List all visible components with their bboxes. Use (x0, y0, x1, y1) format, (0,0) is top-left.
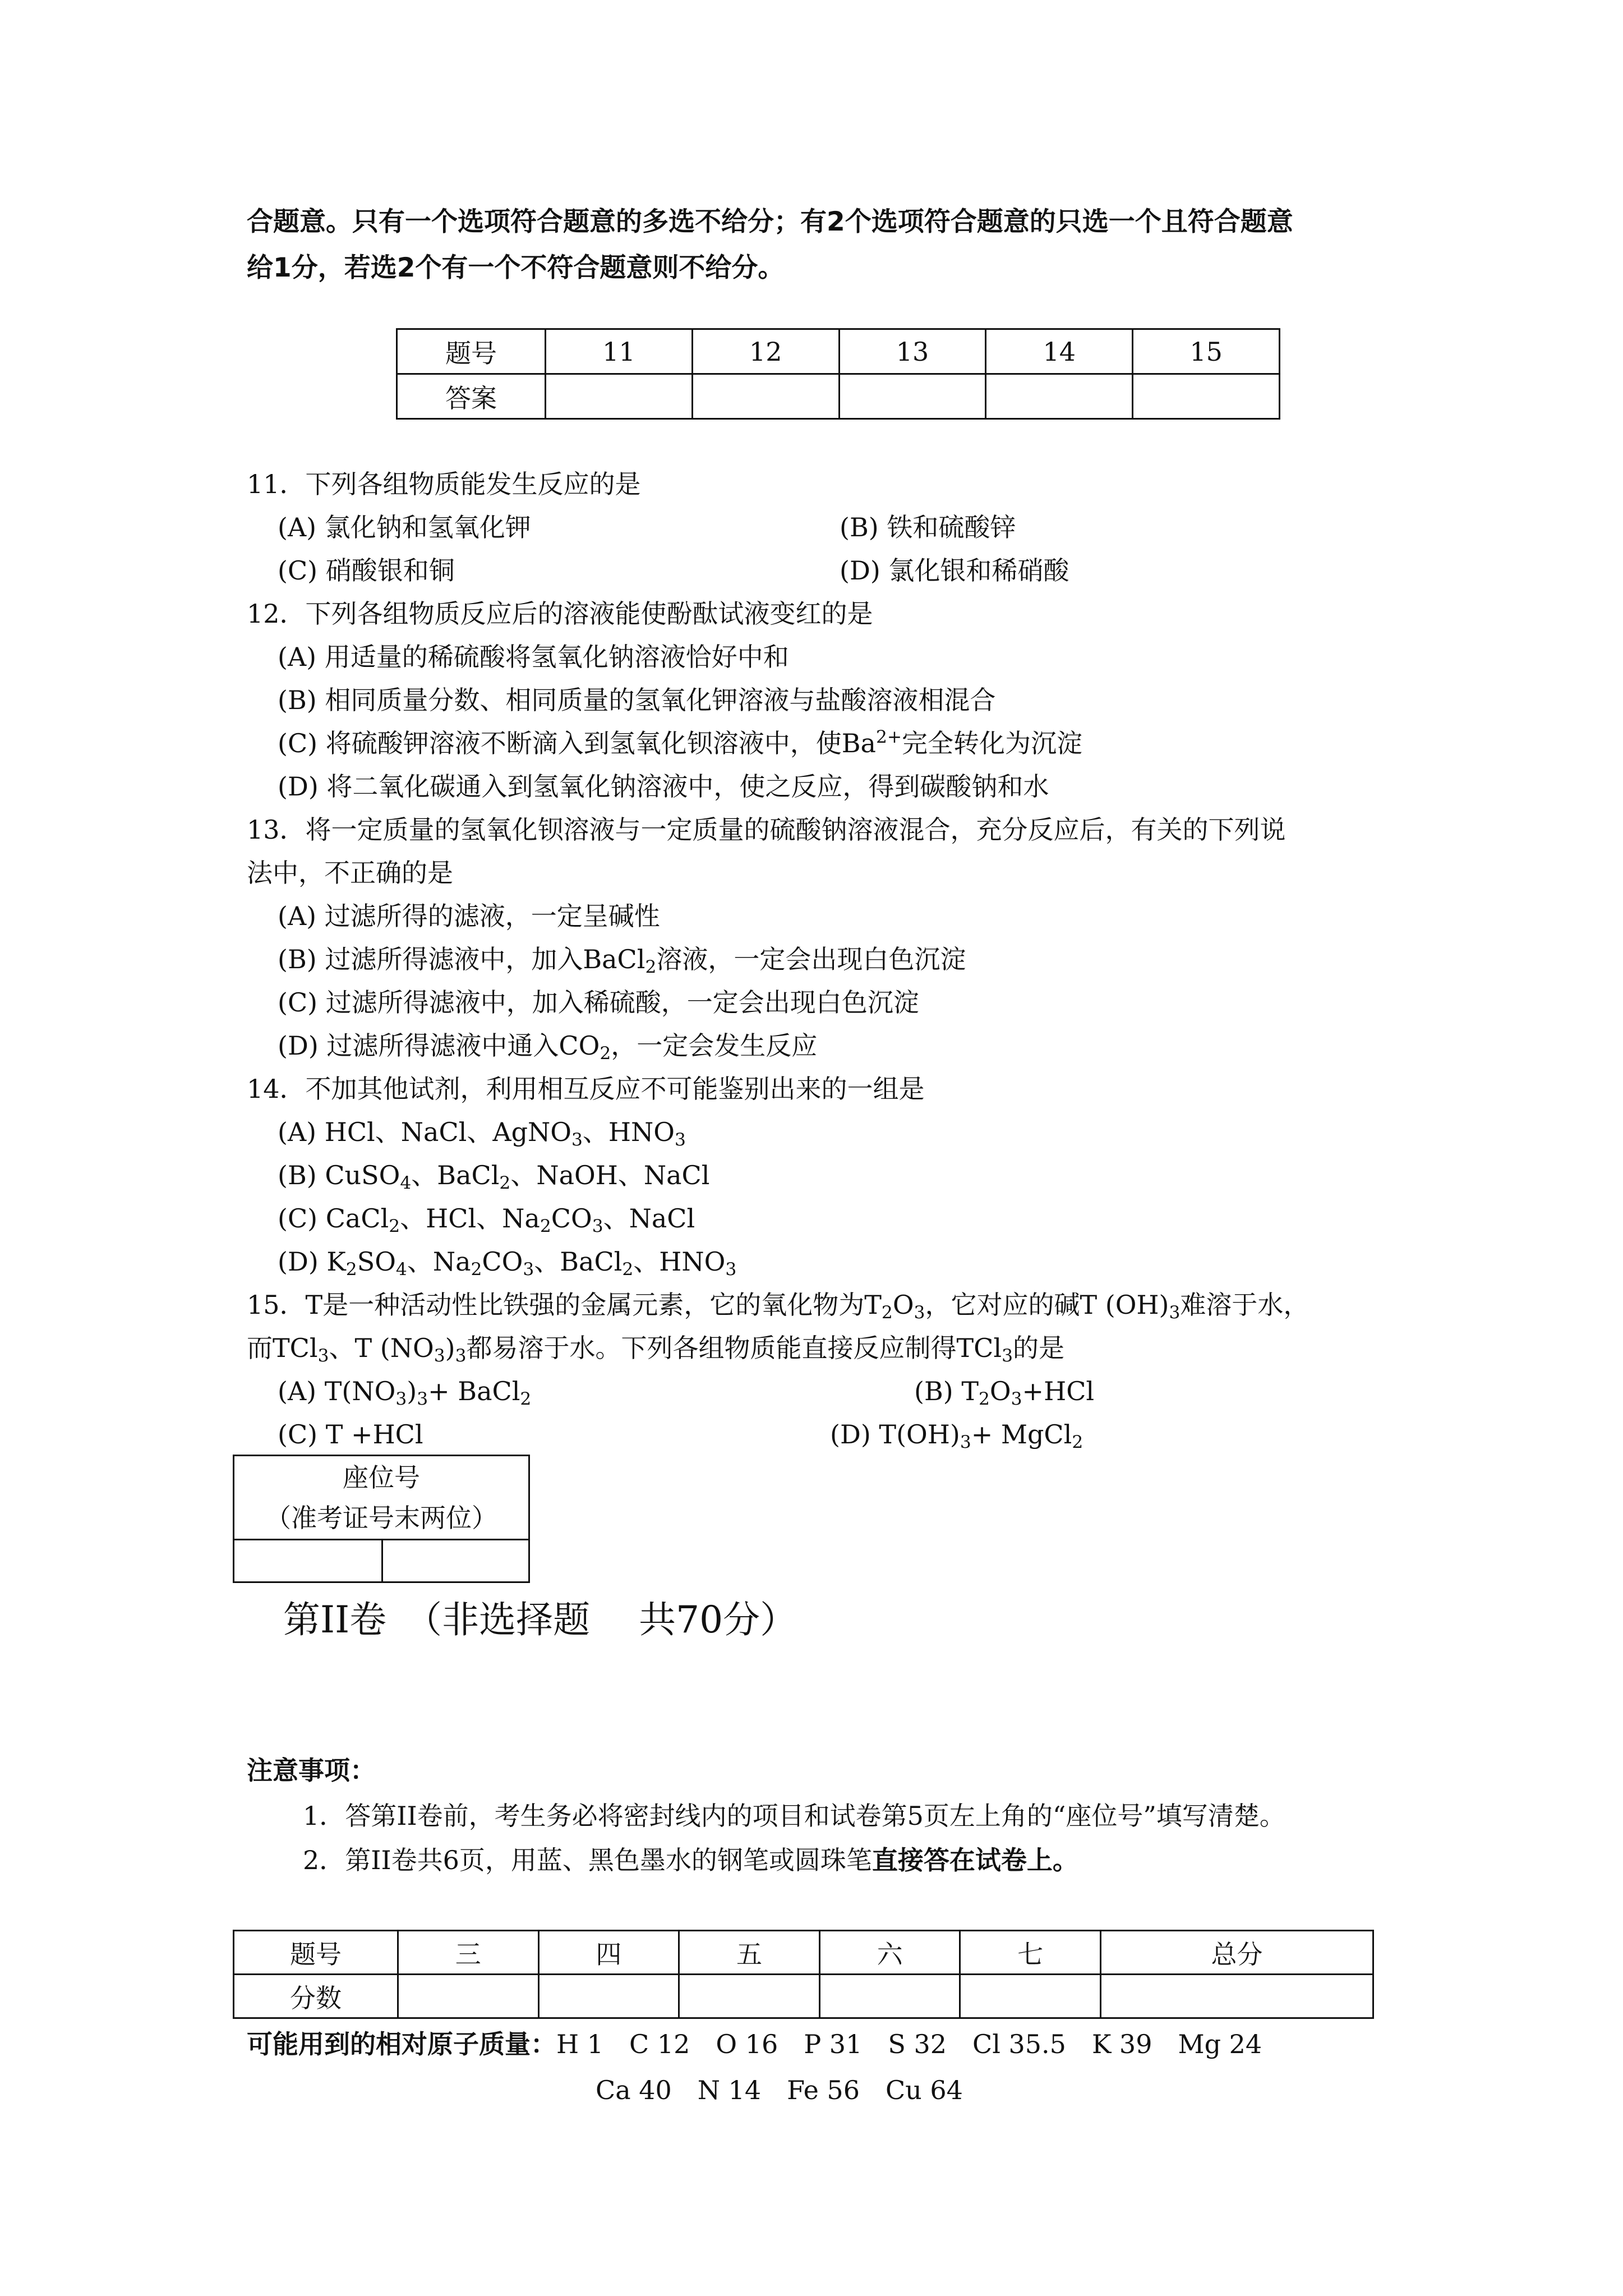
text: 都易溶于水。下列各组物质能直接反应制得TCl (466, 1333, 1002, 1363)
subscript: 2 (600, 1043, 611, 1064)
score-cell[interactable] (679, 1975, 820, 2018)
subscript: 3 (434, 1345, 445, 1366)
text: 、T (NO (329, 1333, 434, 1363)
answer-table-number: 13 (839, 329, 986, 374)
seat-number-label (234, 1456, 529, 1540)
answer-table-number: 14 (986, 329, 1133, 374)
option-label: (A) (278, 1117, 317, 1147)
seat-digit-cell[interactable] (382, 1540, 529, 1582)
q13-option-c: (C) 过滤所得滤液中，加入稀硫酸，一定会出现白色沉淀 (278, 987, 919, 1018)
score-table-column: 四 (538, 1931, 679, 1975)
subscript: 3 (1169, 1302, 1181, 1323)
atomic-mass-label: 可能用到的相对原子质量： (247, 2029, 556, 2059)
q14-option-d: (D) $K_2SO_4$、$Na_2CO_3$、BaCl$_2$、$HNO_3$ (278, 1246, 737, 1280)
text: O (892, 1290, 914, 1320)
score-cell[interactable] (398, 1975, 539, 2018)
answer-cell[interactable] (986, 374, 1133, 419)
answer-table-header-label: 题号 (397, 329, 546, 374)
note-item-1: 1．答第II卷前，考生务必将密封线内的项目和试卷第5页左上角的“座位号”填写清楚。 (303, 1801, 1285, 1831)
score-cell[interactable] (819, 1975, 960, 2018)
atomic-mass-values: H 1 C 12 O 16 P 31 S 32 Cl 35.5 K 39 Mg 24 (556, 2029, 1262, 2059)
q12-option-c-text: (C) 将硫酸钾溶液不断滴入到氢氧化钡溶液中，使Ba (278, 728, 876, 758)
text: ，它对应的碱T (OH) (925, 1290, 1169, 1320)
notes-title: 注意事项： (247, 1755, 376, 1786)
score-table-header-label: 题号 (234, 1931, 398, 1975)
subscript: 3 (1002, 1345, 1013, 1366)
seat-number-hint: （准考证号末两位） (265, 1502, 497, 1533)
answer-cell[interactable] (839, 374, 986, 419)
q12-option-a: (A) 用适量的稀硫酸将氢氧化钠溶液恰好中和 (278, 642, 789, 672)
answer-table-answer-label: 答案 (397, 374, 546, 419)
answer-table-number: 11 (546, 329, 693, 374)
answer-cell[interactable] (1133, 374, 1280, 419)
text: 而TCl (247, 1333, 318, 1363)
section-2-heading: 第II卷 （非选择题 共70分） (283, 1598, 797, 1641)
subscript: 2 (881, 1302, 893, 1323)
text: ) (445, 1333, 455, 1363)
intro-line-2: 给1分，若选2个有一个不符合题意则不给分。 (247, 252, 785, 283)
answer-table-number: 12 (692, 329, 839, 374)
option-label: (A) (278, 1376, 317, 1406)
option-label: (C) (278, 1419, 318, 1450)
answer-table-number: 15 (1133, 329, 1280, 374)
score-table-column: 六 (819, 1931, 960, 1975)
score-table-column: 七 (960, 1931, 1101, 1975)
seat-number-title: 座位号 (343, 1462, 420, 1493)
text: 的是 (1012, 1333, 1064, 1363)
q13-stem-line-1: 13．将一定质量的氢氧化钡溶液与一定质量的硫酸钠溶液混合，充分反应后，有关的下列说 (247, 815, 1286, 845)
text: 难溶于水， (1180, 1290, 1310, 1320)
q15-option-c (278, 1413, 423, 1456)
q12-option-c (278, 722, 1082, 765)
score-cell[interactable] (538, 1975, 679, 2018)
q15-option-d: (D) $T(OH)_3+$ MgCl$_2$ (830, 1419, 1083, 1452)
score-table-column: 五 (679, 1931, 820, 1975)
q13-option-d (278, 1024, 817, 1067)
score-cell[interactable] (960, 1975, 1101, 2018)
answer-cell[interactable] (692, 374, 839, 419)
q14-option-a: (A) HCl、NaCl、AgNO$_3$、$HNO_3$ (278, 1117, 686, 1150)
score-cell[interactable] (1101, 1975, 1373, 2018)
option-label: (D) (278, 1246, 319, 1277)
subscript: 3 (317, 1345, 329, 1366)
q12-option-c-tail: 完全转化为沉淀 (902, 728, 1083, 758)
q13-option-b-text: (B) 过滤所得滤液中，加入BaCl (278, 944, 645, 974)
score-table-score-label: 分数 (234, 1975, 398, 2018)
note-item-2-emphasis: 直接答在试卷上。 (872, 1845, 1078, 1875)
subscript: 3 (914, 1302, 925, 1323)
atomic-mass-line-1 (247, 2024, 1262, 2061)
q11-option-a: (A) 氯化钠和氢氧化钾 (278, 512, 531, 542)
q12-option-d: (D) 将二氧化碳通入到氢氧化钠溶液中，使之反应，得到碳酸钠和水 (278, 771, 1049, 802)
q11-option-c: (C) 硝酸银和铜 (278, 555, 455, 586)
q15-option-c-text: T +HCl (325, 1419, 423, 1450)
seat-digit-cell[interactable] (234, 1540, 382, 1582)
q12-option-b: (B) 相同质量分数、相同质量的氢氧化钾溶液与盐酸溶液相混合 (278, 685, 996, 715)
q15-stem-line-2 (247, 1327, 1064, 1369)
score-table (233, 1930, 1374, 2019)
answer-cell[interactable] (546, 374, 693, 419)
note-item-2 (303, 1840, 1078, 1877)
q11-stem: 11．下列各组物质能发生反应的是 (247, 469, 641, 499)
option-label: (B) (914, 1376, 953, 1406)
q13-option-d-text: (D) 过滤所得滤液中通入CO (278, 1030, 600, 1061)
note-item-2-text: 2．第II卷共6页，用蓝、黑色墨水的钢笔或圆珠笔 (303, 1845, 872, 1875)
intro-line-1: 合题意。只有一个选项符合题意的多选不给分；有2个选项符合题意的只选一个且符合题意 (247, 206, 1293, 237)
text: 15．T是一种活动性比铁强的金属元素，它的氧化物为T (247, 1290, 882, 1320)
q12-stem: 12．下列各组物质反应后的溶液能使酚酞试液变红的是 (247, 599, 873, 629)
q14-option-b: (B) CuSO$_4$、BaCl$_2$、NaOH、NaCl (278, 1160, 710, 1193)
q14-stem: 14．不加其他试剂，利用相互反应不可能鉴别出来的一组是 (247, 1074, 925, 1104)
subscript: 3 (455, 1345, 467, 1366)
q11-option-b: (B) 铁和硫酸锌 (840, 512, 1016, 542)
q15-stem-line-1 (247, 1283, 1309, 1326)
q13-option-b-tail: 溶液，一定会出现白色沉淀 (656, 944, 966, 974)
answer-table (396, 328, 1280, 420)
option-label: (C) (278, 1203, 318, 1234)
score-table-column: 总分 (1101, 1931, 1373, 1975)
charge-superscript: 2+ (875, 726, 902, 747)
q14-option-c: (C) CaCl$_2$、HCl、$Na_2CO_3$、NaCl (278, 1203, 695, 1236)
atomic-mass-line-2: Ca 40 N 14 Fe 56 Cu 64 (596, 2075, 963, 2105)
q13-option-b (278, 938, 966, 981)
seat-number-box (233, 1455, 530, 1583)
q11-option-d: (D) 氯化银和稀硝酸 (840, 555, 1069, 586)
q15-option-a: (A) $T(NO_3)_3+$ BaCl$_2$ (278, 1376, 532, 1409)
q13-option-a: (A) 过滤所得的滤液，一定呈碱性 (278, 901, 660, 931)
option-label: (B) (278, 1160, 317, 1190)
option-label: (D) (830, 1419, 871, 1450)
q13-stem-line-2: 法中，不正确的是 (247, 858, 453, 888)
subscript: 2 (645, 956, 657, 977)
q13-option-d-tail: ，一定会发生反应 (611, 1030, 818, 1061)
q15-option-b: (B) $T_2O_3+HCl$ (914, 1376, 1095, 1409)
score-table-column: 三 (398, 1931, 539, 1975)
